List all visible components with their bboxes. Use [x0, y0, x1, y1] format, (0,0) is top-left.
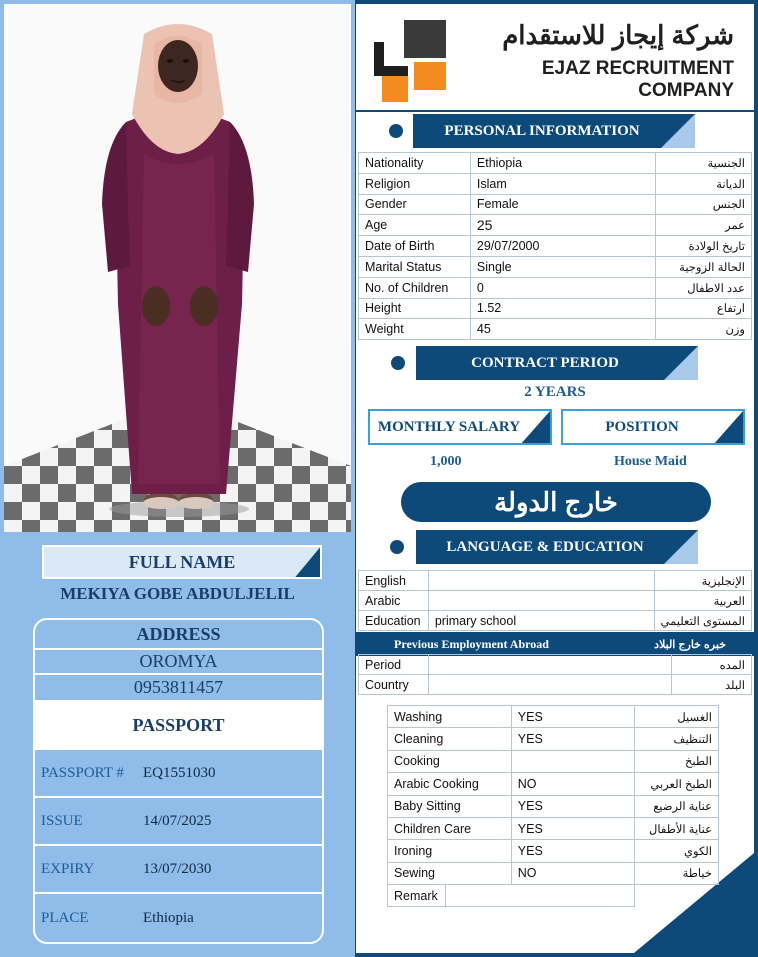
- table-row: [359, 173, 752, 194]
- skill-value: YES: [511, 795, 634, 817]
- skill-value: NO: [511, 862, 634, 884]
- details-panel: [356, 4, 754, 953]
- table-row: [359, 571, 752, 591]
- row-label: Religion: [359, 173, 471, 194]
- row-value: 29/07/2000: [470, 236, 655, 257]
- row-label: English: [359, 571, 429, 591]
- row-label: Education: [359, 611, 429, 631]
- passport-value: 13/07/2030: [143, 860, 212, 877]
- table-row: [388, 728, 719, 750]
- row-value: [428, 655, 671, 675]
- contract-bar: [416, 346, 698, 380]
- corner-accent: [664, 346, 698, 380]
- passport-row-number: [35, 750, 322, 798]
- row-value: [428, 571, 654, 591]
- skill-label-arabic: الغسيل: [635, 706, 719, 728]
- company-name-arabic: شركة إيجاز للاستقدام: [502, 20, 734, 50]
- skills-table: [387, 705, 719, 885]
- row-value: Single: [470, 256, 655, 277]
- previous-employment-table: [358, 654, 752, 695]
- bullet-icon: [389, 124, 403, 138]
- skill-label: Baby Sitting: [388, 795, 512, 817]
- row-label: Height: [359, 298, 471, 319]
- passport-row-place: [35, 894, 322, 942]
- passport-value: 14/07/2025: [143, 812, 212, 829]
- candidate-panel: [0, 0, 355, 957]
- row-label-arabic: البلد: [672, 675, 752, 695]
- bullet-icon: [390, 540, 404, 554]
- table-row: [359, 611, 752, 631]
- skill-label-arabic: خياطة: [635, 862, 719, 884]
- previous-employment-bar: [356, 632, 754, 656]
- table-row: [388, 840, 719, 862]
- skill-label: Arabic Cooking: [388, 773, 512, 795]
- table-row: [359, 298, 752, 319]
- row-value: Ethiopia: [470, 153, 655, 174]
- corner-accent: [292, 545, 322, 579]
- skill-value: YES: [511, 817, 634, 839]
- row-value: [428, 591, 654, 611]
- remark-table: [387, 884, 635, 907]
- corner-accent: [661, 114, 695, 148]
- table-row: [388, 795, 719, 817]
- table-row: [388, 773, 719, 795]
- remark-label: Remark: [388, 885, 446, 907]
- row-label-arabic: الحالة الزوجية: [656, 256, 752, 277]
- remark-value: [445, 885, 634, 907]
- table-row: [359, 655, 752, 675]
- row-label: Period: [359, 655, 429, 675]
- candidate-photo: [4, 4, 351, 532]
- corner-accent: [713, 411, 743, 445]
- table-row: [359, 153, 752, 174]
- personal-info-title: PERSONAL INFORMATION: [444, 122, 640, 139]
- row-value: 45: [470, 319, 655, 340]
- company-name-english: EJAZ RECRUITMENT COMPANY: [541, 58, 734, 101]
- corner-accent: [664, 530, 698, 564]
- row-value: [428, 675, 671, 695]
- row-value: primary school: [428, 611, 654, 631]
- skill-label: Ironing: [388, 840, 512, 862]
- passport-key: ISSUE: [41, 812, 83, 829]
- personal-info-bar: [413, 114, 695, 148]
- row-value: Islam: [470, 173, 655, 194]
- language-table: [358, 570, 752, 631]
- skill-label-arabic: عناية الأطفال: [635, 817, 719, 839]
- salary-header: [368, 409, 552, 445]
- row-value: Female: [470, 194, 655, 215]
- table-row: [388, 706, 719, 728]
- row-label-arabic: المده: [672, 655, 752, 675]
- previous-employment-title-arabic: خبره خارج البلاد: [654, 638, 726, 651]
- row-label-arabic: المستوى التعليمي: [654, 611, 751, 631]
- personal-info-header: [356, 114, 754, 148]
- skill-label: Sewing: [388, 862, 512, 884]
- row-label-arabic: العربية: [654, 591, 751, 611]
- salary-label: MONTHLY SALARY: [377, 418, 521, 435]
- table-row: [388, 750, 719, 772]
- row-label: Nationality: [359, 153, 471, 174]
- abroad-badge: خارج الدولة: [401, 482, 711, 522]
- contract-title: CONTRACT PERIOD: [471, 354, 619, 371]
- position-header: [561, 409, 745, 445]
- row-label-arabic: الإنجليزية: [654, 571, 751, 591]
- table-row: [388, 885, 635, 907]
- skill-value: [511, 750, 634, 772]
- skill-label-arabic: التنظيف: [635, 728, 719, 750]
- address-passport-card: [33, 618, 324, 944]
- language-header: [356, 530, 754, 564]
- row-label-arabic: عمر: [656, 215, 752, 236]
- full-name-value: MEKIYA GOBE ABDULJELIL: [60, 584, 295, 603]
- row-label-arabic: عدد الاطفال: [656, 277, 752, 298]
- passport-label: PASSPORT: [35, 702, 322, 750]
- passport-value: Ethiopia: [143, 909, 194, 926]
- table-row: [359, 277, 752, 298]
- skill-label: Cleaning: [388, 728, 512, 750]
- row-label: Weight: [359, 319, 471, 340]
- skill-value: YES: [511, 840, 634, 862]
- skill-label-arabic: الطبخ: [635, 750, 719, 772]
- table-row: [388, 862, 719, 884]
- skill-value: YES: [511, 706, 634, 728]
- company-logo-icon: [364, 12, 460, 104]
- row-value: 1.52: [470, 298, 655, 319]
- row-label-arabic: الديانة: [656, 173, 752, 194]
- address-region: OROMYA: [35, 650, 322, 675]
- personal-info-table: [358, 152, 752, 340]
- row-label: Date of Birth: [359, 236, 471, 257]
- passport-value: EQ1551030: [143, 764, 216, 781]
- table-row: [359, 591, 752, 611]
- row-label-arabic: وزن: [656, 319, 752, 340]
- table-row: [359, 319, 752, 340]
- previous-employment-title: Previous Employment Abroad: [394, 636, 549, 651]
- row-label: Gender: [359, 194, 471, 215]
- row-label: Arabic: [359, 591, 429, 611]
- passport-key: PASSPORT #: [41, 764, 124, 781]
- row-value: 0: [470, 277, 655, 298]
- salary-value: 1,000: [430, 454, 462, 469]
- address-phone: 0953811457: [35, 675, 322, 702]
- person-figure: [4, 4, 351, 532]
- contract-header: [356, 346, 754, 380]
- row-value: 25: [470, 215, 655, 236]
- row-label-arabic: ارتفاع: [656, 298, 752, 319]
- row-label-arabic: تاريخ الولادة: [656, 236, 752, 257]
- contract-period-value: 2 YEARS: [524, 384, 586, 400]
- passport-key: EXPIRY: [41, 860, 95, 877]
- row-label-arabic: الجنسية: [656, 153, 752, 174]
- row-label: No. of Children: [359, 277, 471, 298]
- skill-label-arabic: الكوي: [635, 840, 719, 862]
- passport-key: PLACE: [41, 909, 89, 926]
- table-row: [359, 194, 752, 215]
- skill-value: NO: [511, 773, 634, 795]
- address-label: ADDRESS: [35, 620, 322, 650]
- language-bar: [416, 530, 698, 564]
- position-value: House Maid: [614, 454, 687, 469]
- table-row: [388, 817, 719, 839]
- row-label: Marital Status: [359, 256, 471, 277]
- row-label: Country: [359, 675, 429, 695]
- full-name-header: [42, 545, 322, 579]
- full-name-label: FULL NAME: [128, 551, 236, 572]
- skill-label: Cooking: [388, 750, 512, 772]
- skill-label: Washing: [388, 706, 512, 728]
- skill-label-arabic: الطبخ العربي: [635, 773, 719, 795]
- language-title: LANGUAGE & EDUCATION: [446, 538, 644, 555]
- bullet-icon: [391, 356, 405, 370]
- skill-label: Children Care: [388, 817, 512, 839]
- row-label-arabic: الجنس: [656, 194, 752, 215]
- table-row: [359, 675, 752, 695]
- skill-value: YES: [511, 728, 634, 750]
- passport-row-expiry: [35, 846, 322, 894]
- row-label: Age: [359, 215, 471, 236]
- header-divider: [356, 110, 754, 112]
- skill-label-arabic: عناية الرضيع: [635, 795, 719, 817]
- table-row: [359, 256, 752, 277]
- position-label: POSITION: [605, 418, 679, 435]
- passport-row-issue: [35, 798, 322, 846]
- table-row: [359, 215, 752, 236]
- table-row: [359, 236, 752, 257]
